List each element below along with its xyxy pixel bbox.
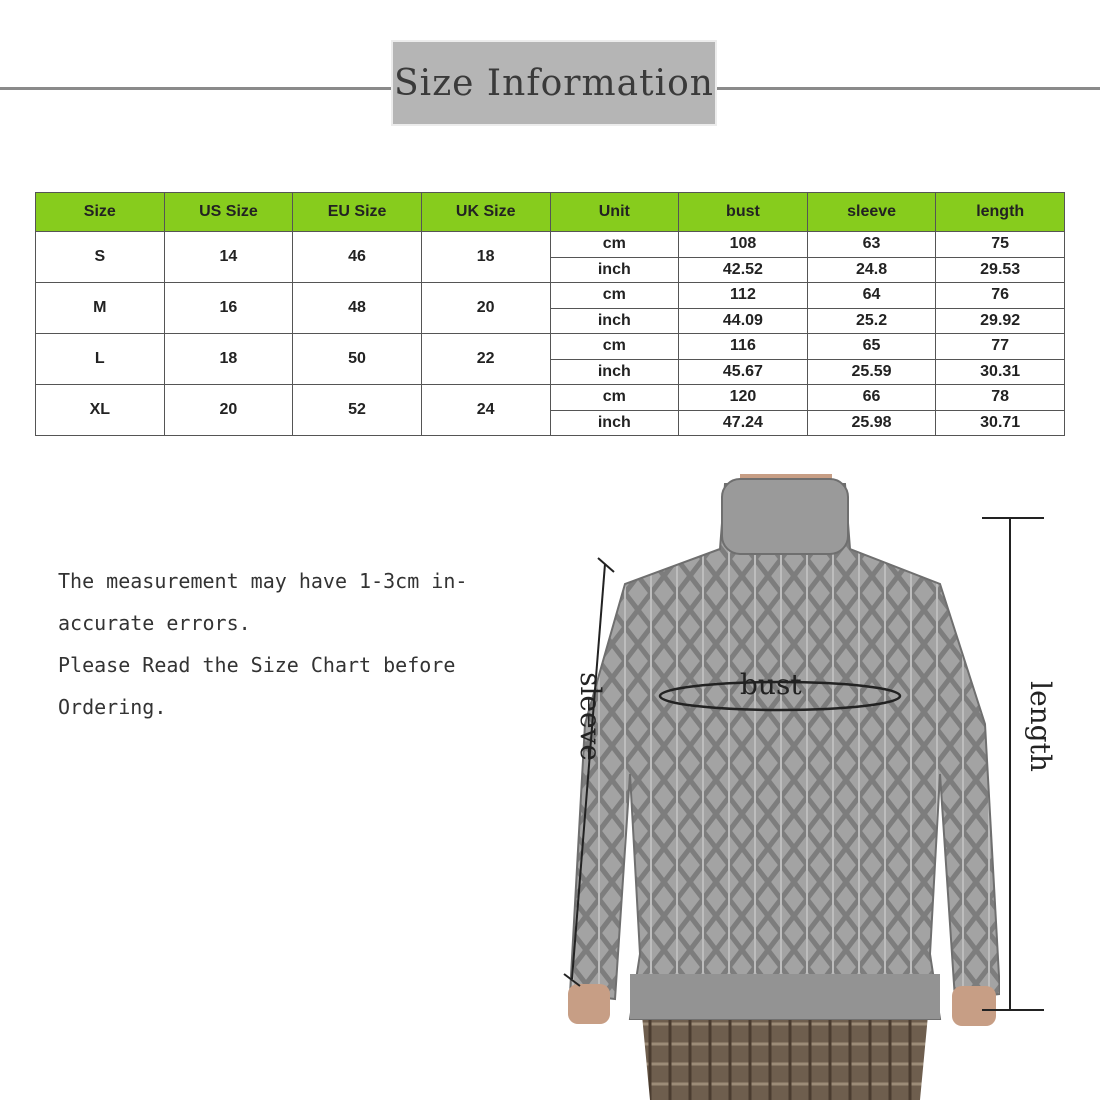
bust-cell: 120 xyxy=(679,385,808,411)
bust-cell: 45.67 xyxy=(679,359,808,385)
length-cell: 29.53 xyxy=(936,257,1065,283)
sleeve-cell: 63 xyxy=(807,232,936,258)
column-header-unit: Unit xyxy=(550,193,679,232)
table-row xyxy=(36,232,1065,258)
us-size-cell: 16 xyxy=(164,283,293,334)
sleeve-cell: 66 xyxy=(807,385,936,411)
header-banner xyxy=(393,42,715,124)
bust-cell: 108 xyxy=(679,232,808,258)
note-line: Ordering. xyxy=(58,695,167,719)
length-cell: 30.71 xyxy=(936,410,1065,436)
bust-cell: 116 xyxy=(679,334,808,360)
length-cell: 77 xyxy=(936,334,1065,360)
column-header-length: length xyxy=(936,193,1065,232)
right-hand-shape xyxy=(952,986,996,1026)
unit-cell: inch xyxy=(550,308,679,334)
eu-size-cell: 52 xyxy=(293,385,422,436)
unit-cell: cm xyxy=(550,283,679,309)
unit-cell: inch xyxy=(550,359,679,385)
size-cell: S xyxy=(36,232,165,283)
length-cell: 76 xyxy=(936,283,1065,309)
note-line: accurate errors. xyxy=(58,611,251,635)
eu-size-cell: 48 xyxy=(293,283,422,334)
uk-size-cell: 18 xyxy=(421,232,550,283)
bust-cell: 112 xyxy=(679,283,808,309)
length-measure-line xyxy=(980,515,1050,615)
turtleneck-shape xyxy=(722,479,848,554)
length-cell: 78 xyxy=(936,385,1065,411)
bust-label: bust xyxy=(740,668,802,701)
uk-size-cell: 24 xyxy=(421,385,550,436)
column-header-eu-size: EU Size xyxy=(293,193,422,232)
note-line: The measurement may have 1-3cm in- xyxy=(58,569,468,593)
page-title: Size Information xyxy=(394,62,714,104)
bust-cell: 44.09 xyxy=(679,308,808,334)
hem-shape xyxy=(630,974,940,1019)
sweater-shape xyxy=(570,484,1000,1019)
sleeve-cell: 25.59 xyxy=(807,359,936,385)
size-cell: L xyxy=(36,334,165,385)
unit-cell: cm xyxy=(550,385,679,411)
length-label: length xyxy=(1023,681,1057,772)
length-cell: 30.31 xyxy=(936,359,1065,385)
sleeve-cell: 24.8 xyxy=(807,257,936,283)
column-header-uk-size: UK Size xyxy=(421,193,550,232)
unit-cell: cm xyxy=(550,334,679,360)
bust-cell: 42.52 xyxy=(679,257,808,283)
note-line: Please Read the Size Chart before xyxy=(58,653,456,677)
column-header-us-size: US Size xyxy=(164,193,293,232)
column-header-sleeve: sleeve xyxy=(807,193,936,232)
measurement-note xyxy=(58,560,518,728)
size-chart-table xyxy=(35,192,1065,436)
us-size-cell: 20 xyxy=(164,385,293,436)
size-cell: XL xyxy=(36,385,165,436)
column-header-size: Size xyxy=(36,193,165,232)
size-cell: M xyxy=(36,283,165,334)
length-cell: 75 xyxy=(936,232,1065,258)
sleeve-cell: 64 xyxy=(807,283,936,309)
eu-size-cell: 46 xyxy=(293,232,422,283)
unit-cell: cm xyxy=(550,232,679,258)
sleeve-measure-tick xyxy=(598,558,614,572)
eu-size-cell: 50 xyxy=(293,334,422,385)
table-row xyxy=(36,385,1065,411)
sweater-model-photo xyxy=(560,474,1000,1100)
column-header-bust: bust xyxy=(679,193,808,232)
table-row xyxy=(36,334,1065,360)
sleeve-cell: 25.98 xyxy=(807,410,936,436)
us-size-cell: 14 xyxy=(164,232,293,283)
unit-cell: inch xyxy=(550,257,679,283)
left-hand-shape xyxy=(568,984,610,1024)
us-size-cell: 18 xyxy=(164,334,293,385)
uk-size-cell: 20 xyxy=(421,283,550,334)
length-cell: 29.92 xyxy=(936,308,1065,334)
uk-size-cell: 22 xyxy=(421,334,550,385)
sleeve-cell: 25.2 xyxy=(807,308,936,334)
table-row xyxy=(36,283,1065,309)
table-header-row xyxy=(36,193,1065,232)
unit-cell: inch xyxy=(550,410,679,436)
sleeve-label: sleeve xyxy=(573,672,607,761)
sleeve-cell: 65 xyxy=(807,334,936,360)
bust-cell: 47.24 xyxy=(679,410,808,436)
